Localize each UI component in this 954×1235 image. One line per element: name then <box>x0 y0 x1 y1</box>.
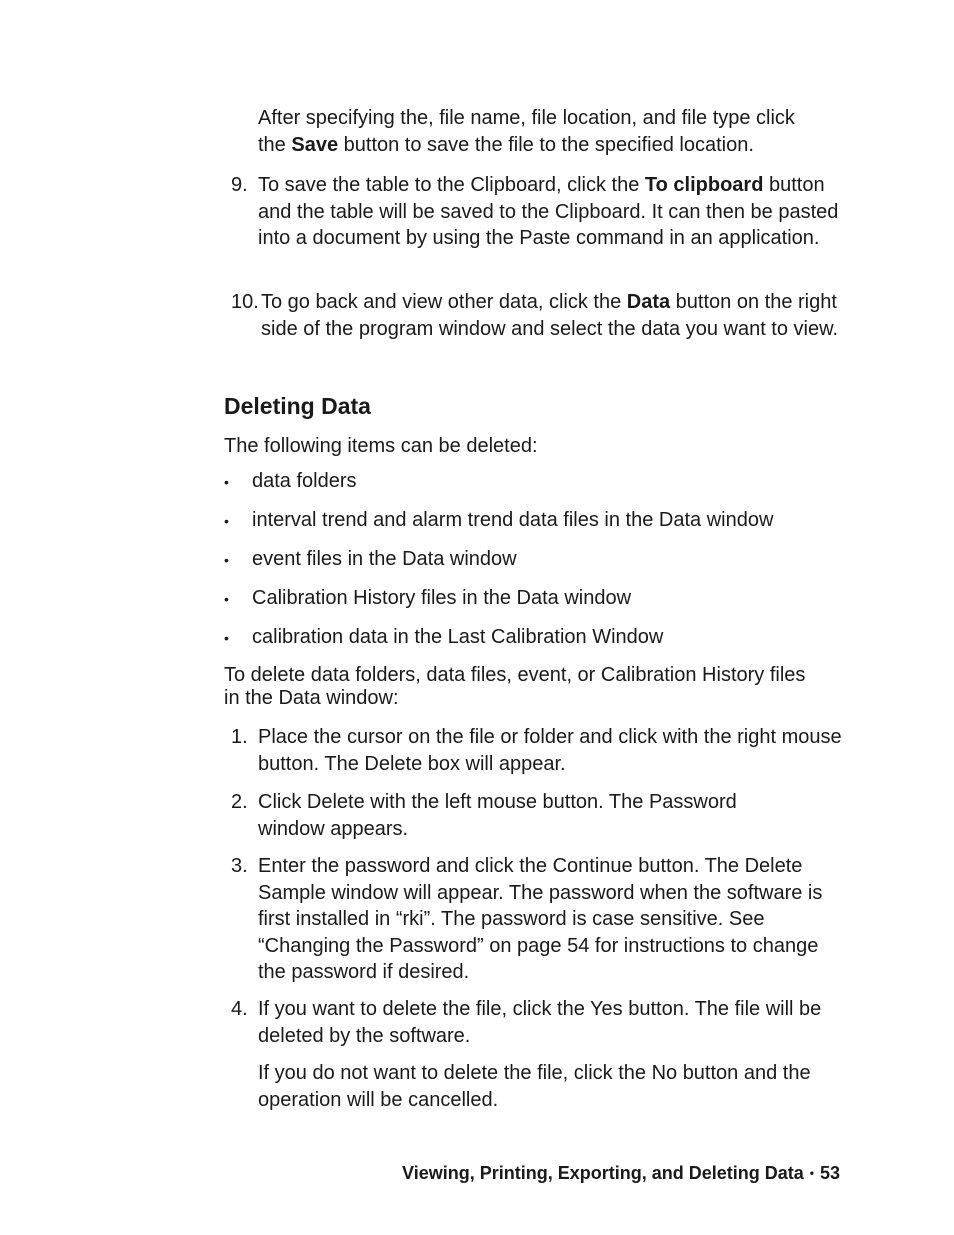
step-2-text: Click Delete with the left mouse button. The Password window appears. <box>258 791 737 840</box>
step-9-pre: To save the table to the Clipboard, click the <box>258 174 645 196</box>
step-4-followup: If you do not want to delete the file, click the No button and the operation will be cancelled. <box>258 1062 811 1111</box>
bullet-item: Calibration History files in the Data window <box>252 587 632 609</box>
step-1-number: 1. <box>231 726 248 748</box>
bullet-marker: • <box>224 513 229 529</box>
bullet-item: interval trend and alarm trend data files in the Data window <box>252 509 774 531</box>
bullet-marker: • <box>224 591 229 607</box>
step-9-text <box>258 172 848 252</box>
step-10-number: 10. <box>231 291 259 313</box>
step-10-text <box>261 289 851 342</box>
step-3-number: 3. <box>231 855 248 877</box>
step-9-number: 9. <box>231 174 248 196</box>
step-3-text: Enter the password and click the Continue button. The Delete Sample window will appear. The password when the software is first installed in “rki”. The password is case sensitive. See “Changing the Password” on page 54 for instructions to change the password if desired. <box>258 855 823 983</box>
step-1-text: Place the cursor on the file or folder and click with the right mouse button. The Delete box will appear. <box>258 726 842 775</box>
bullet-marker: • <box>224 630 229 646</box>
save-button-reference: Save <box>291 133 339 156</box>
bullet-item: calibration data in the Last Calibration Window <box>252 626 664 648</box>
bullet-marker: • <box>224 552 229 568</box>
footer-separator: • <box>809 1166 814 1180</box>
bullet-marker: • <box>224 474 229 490</box>
footer-title: Viewing, Printing, Exporting, and Deleting Data <box>402 1163 804 1183</box>
to-clipboard-button-reference: To clipboard <box>644 174 764 196</box>
step-10-pre: To go back and view other data, click the <box>261 291 627 313</box>
page-number: 53 <box>819 1163 840 1183</box>
page-footer <box>402 1161 840 1187</box>
step-8-pre: the <box>258 133 292 156</box>
delete-lead-paragraph: To delete data folders, data files, event, or Calibration History files in the Data window: <box>224 664 806 709</box>
step-8-post: button to save the file to the specified location. <box>338 133 754 156</box>
step-4-text: If you want to delete the file, click the Yes button. The file will be deleted by the software. <box>258 998 822 1047</box>
data-button-reference: Data <box>626 291 671 313</box>
step-9-post: button and the table will be saved to the Clipboard. It can then be pasted into a document by using the Paste command in an application. <box>258 174 839 249</box>
step-10-post: button on the right side of the program window and select the data you want to view. <box>261 291 839 340</box>
bullet-item: event files in the Data window <box>252 548 517 570</box>
step-8-continuation <box>258 105 848 158</box>
step-2-number: 2. <box>231 791 248 813</box>
step-8-line-1: After specifying the, file name, file location, and file type click <box>258 107 795 129</box>
step-8-line-2 <box>258 132 848 159</box>
section-heading: Deleting Data <box>224 393 371 419</box>
bullet-item: data folders <box>252 470 357 492</box>
section-intro: The following items can be deleted: <box>224 435 538 457</box>
step-4-number: 4. <box>231 998 248 1020</box>
